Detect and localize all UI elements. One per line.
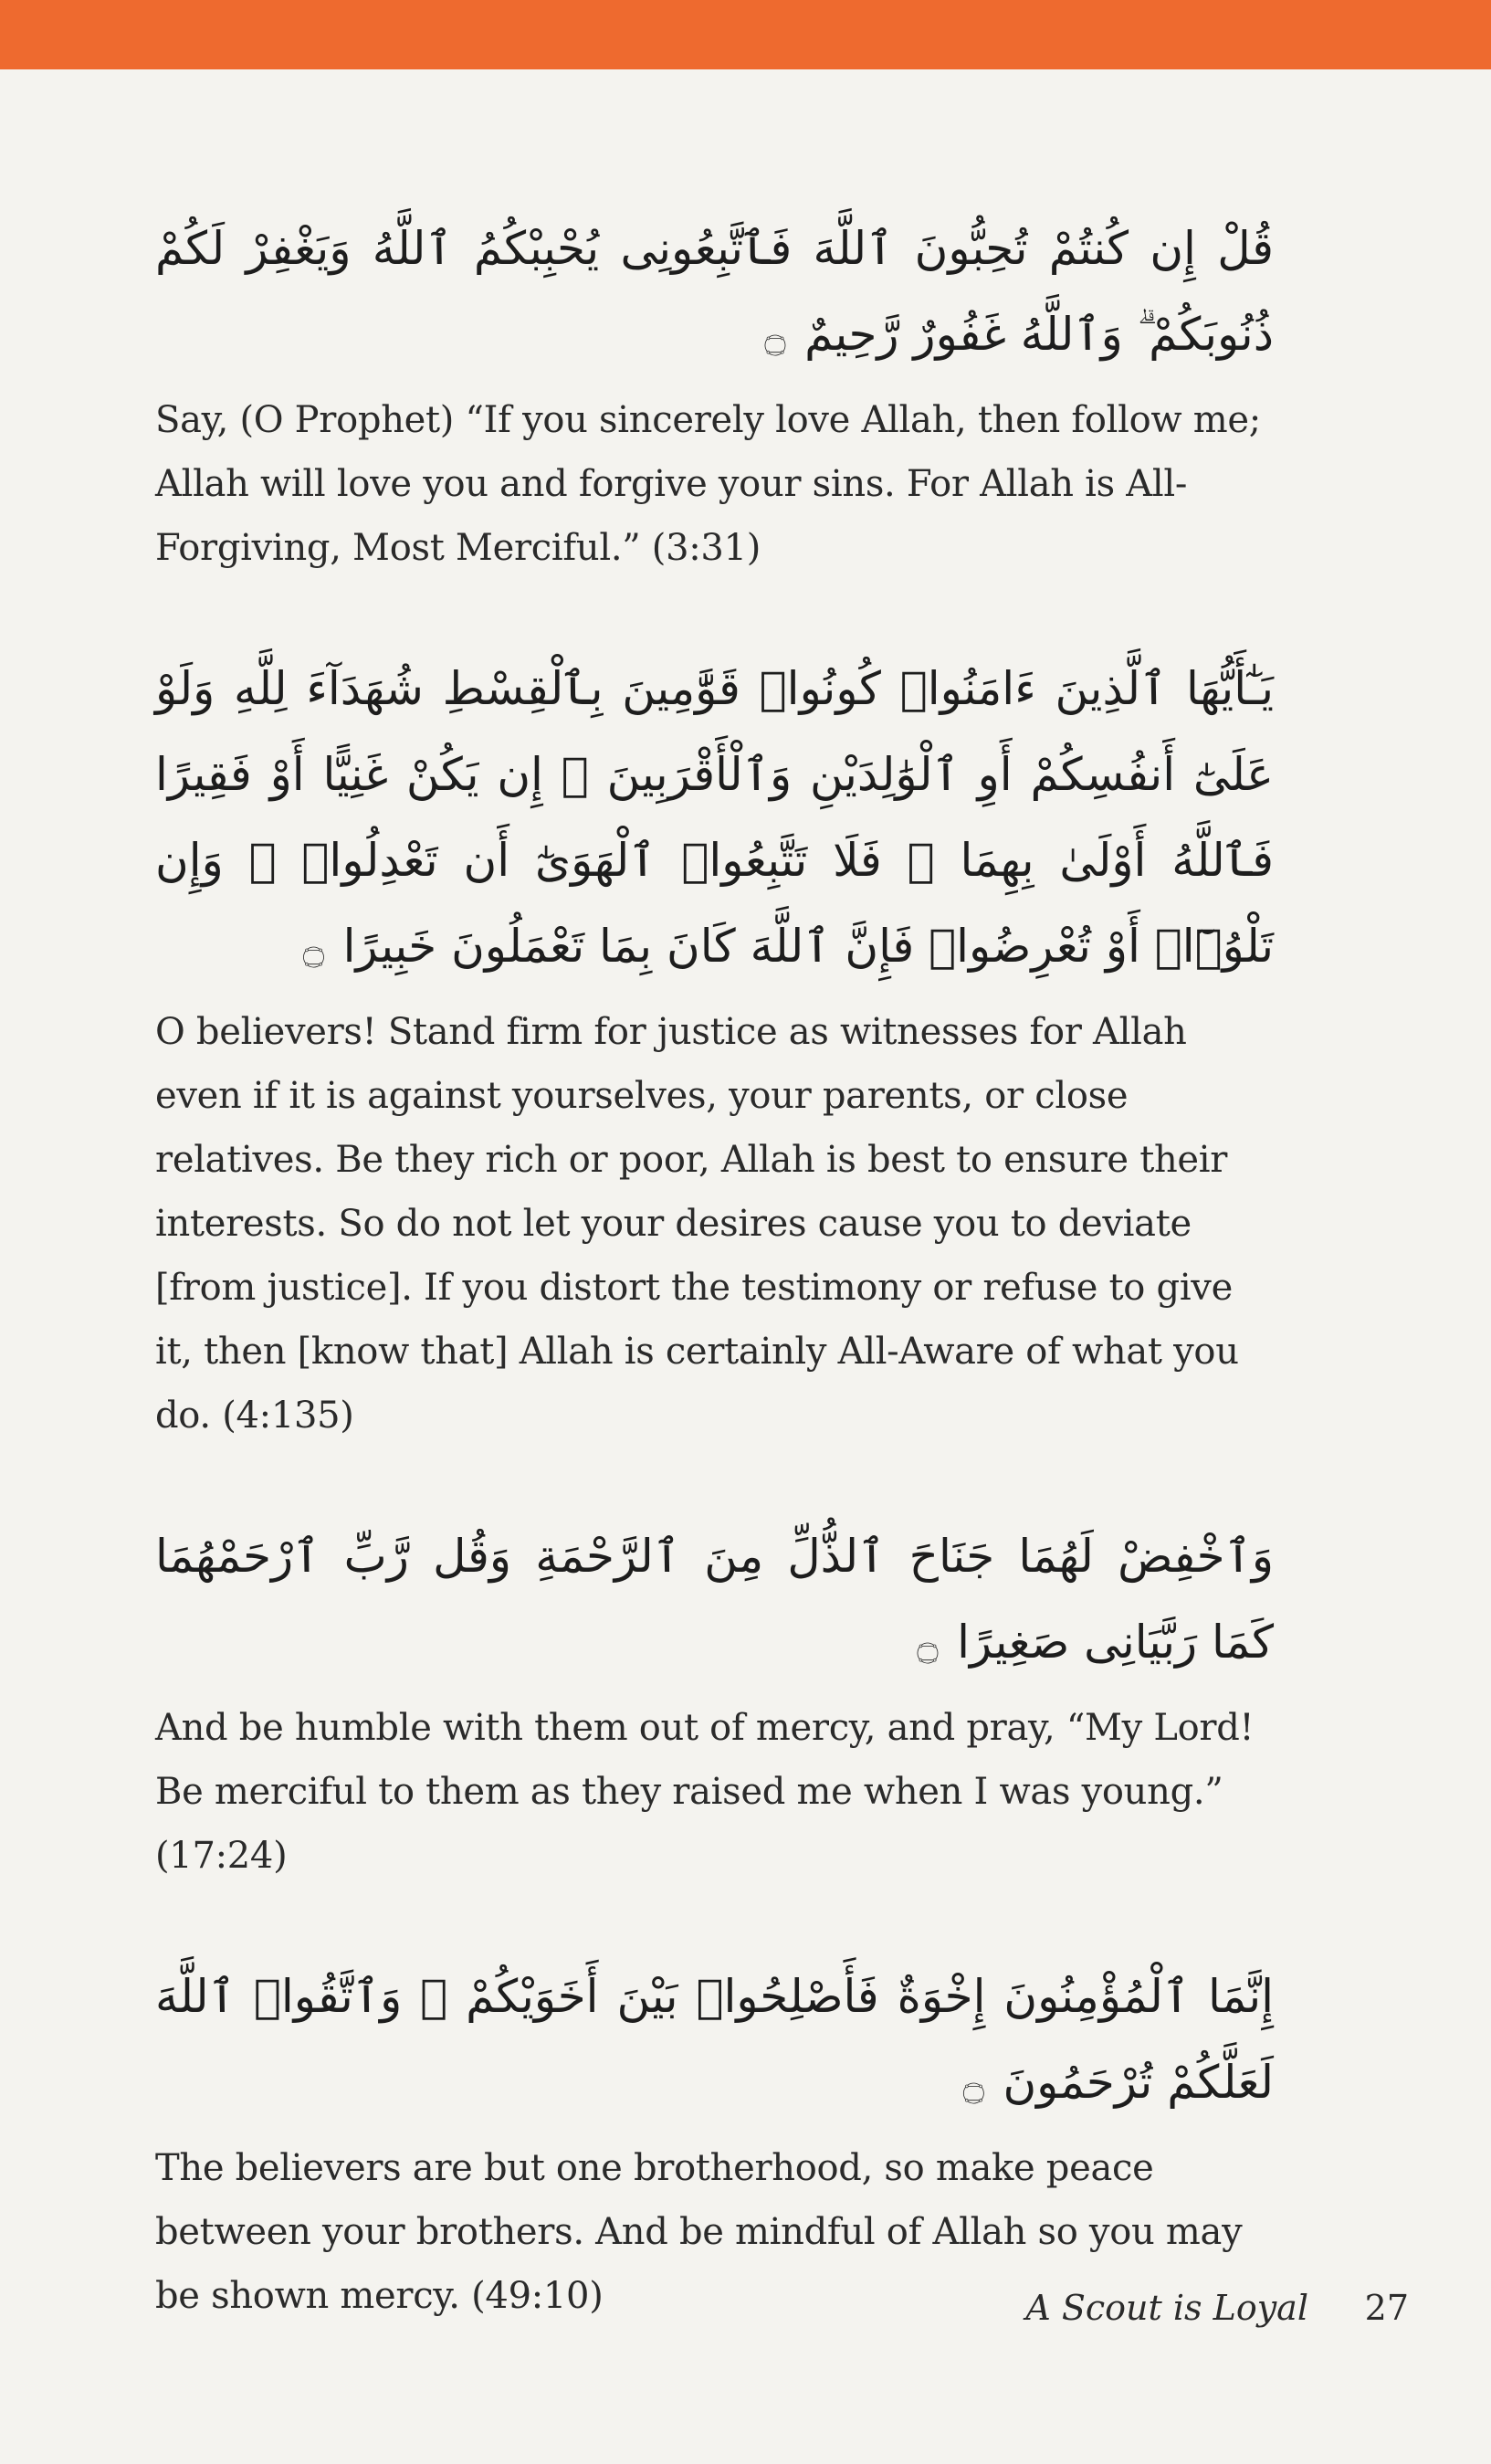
running-title: A Scout is Loyal — [1025, 2288, 1308, 2328]
verse-translation: The believers are but one brotherhood, so make peace between your brothers. And be mindful of Allah so you may be shown mercy. (49:10) — [155, 2147, 1243, 2317]
page-footer — [0, 2288, 1491, 2352]
verse-translation: And be humble with them out of mercy, and pray, “My Lord! Be merciful to them as they raised me when I was young.” (17:24) — [155, 1707, 1255, 1877]
verse-block-4-135 — [155, 646, 1274, 1448]
arabic-verse-text: إِنَّمَا ٱلْمُؤْمِنُونَ إِخْوَةٌ فَأَصْلِحُوا۟ بَيْنَ أَخَوَيْكُمْ ۚ وَٱتَّقُوا۟ ٱللَّهَ لَعَلَّكُمْ تُرْحَمُونَ — [155, 1970, 1274, 2109]
verse-block-17-24 — [155, 1513, 1274, 1888]
arabic-verse — [155, 646, 1274, 993]
arabic-verse-text: وَٱخْفِضْ لَهُمَا جَنَاحَ ٱلذُّلِّ مِنَ ٱلرَّحْمَةِ وَقُل رَّبِّ ٱرْحَمْهُمَا كَمَا رَبَّيَانِى صَغِيرًا — [155, 1530, 1274, 1669]
verse-end-icon: ۝ — [302, 929, 325, 971]
verse-end-icon: ۝ — [764, 317, 787, 359]
verse-block-3-31 — [155, 205, 1274, 580]
page-body — [155, 205, 1274, 2328]
verse-end-icon: ۝ — [917, 1625, 940, 1667]
arabic-verse-text: قُلْ إِن كُنتُمْ تُحِبُّونَ ٱللَّهَ فَٱتَّبِعُونِى يُحْبِبْكُمُ ٱللَّهُ وَيَغْفِرْ لَكُمْ ذُنُوبَكُمْ ۗ وَٱللَّهُ غَفُورٌ رَّحِيمٌ — [155, 222, 1274, 361]
verse-block-49-10 — [155, 1953, 1274, 2328]
arabic-verse — [155, 1953, 1274, 2129]
arabic-verse — [155, 1513, 1274, 1689]
verse-translation: Say, (O Prophet) “If you sincerely love Allah, then follow me; Allah will love you and forgive your sins. For Allah is All-Forgiving, Most Merciful.” (3:31) — [155, 399, 1261, 569]
verse-end-icon: ۝ — [962, 2065, 985, 2107]
verse-translation: O believers! Stand firm for justice as witnesses for Allah even if it is against yourselves, your parents, or close relatives. Be they rich or poor, Allah is best to ensure their interests. So do not let your desires cause you to deviate [from justice]. If you distort the testimony or refuse to give it, then [know that] Allah is certainly All-Aware of what you do. (4:135) — [155, 1011, 1239, 1437]
top-color-band — [0, 0, 1491, 69]
arabic-verse — [155, 205, 1274, 381]
arabic-verse-text: يَـٰٓأَيُّهَا ٱلَّذِينَ ءَامَنُوا۟ كُونُوا۟ قَوَّٰمِينَ بِٱلْقِسْطِ شُهَدَآءَ لِلَّهِ وَلَوْ عَلَىٰٓ أَنفُسِكُمْ أَوِ ٱلْوَٰلِدَيْنِ وَٱلْأَقْرَبِينَ ۚ إِن يَكُنْ غَنِيًّا أَوْ فَقِيرًا فَٱللَّهُ أَوْلَىٰ بِهِمَا ۖ فَلَا تَتَّبِعُوا۟ ٱلْهَوَىٰٓ أَن تَعْدِلُوا۟ ۚ وَإِن تَلْوُۥٓا۟ أَوْ تُعْرِضُوا۟ فَإِنَّ ٱللَّهَ كَانَ بِمَا تَعْمَلُونَ خَبِيرًا — [155, 662, 1274, 973]
page-number: 27 — [1364, 2288, 1409, 2328]
